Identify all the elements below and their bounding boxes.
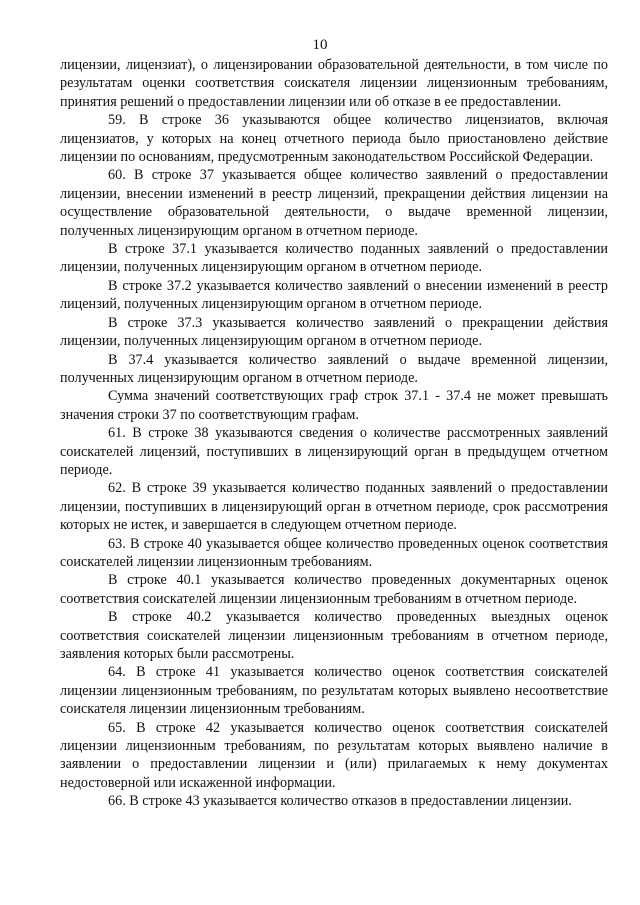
paragraph: 63. В строке 40 указывается общее количество проведенных оценок соответствия соискателей лицензии лицензионным требованиям. xyxy=(60,535,608,570)
paragraph: 59. В строке 36 указываются общее количество лицензиатов, включая лицензиатов, у которых на конец отчетного периода было приостановлено действие лицензии по основаниям, предусмотренным законодательством Российской Федерации. xyxy=(60,112,608,166)
paragraph: лицензии, лицензиат), о лицензировании образовательной деятельности, в том числе по результатам оценки соответствия соискателя лицензии лицензионным требованиям, принятия решений о предоставлении лицензии или об отказе в ее предоставлении. xyxy=(60,57,608,110)
paragraph: 66. В строке 43 указывается количество отказов в предоставлении лицензии. xyxy=(108,793,572,810)
paragraph: 62. В строке 39 указывается количество поданных заявлений о предоставлении лицензии, поступивших в лицензирующий орган в отчетном периоде, срок рассмотрения которых не истек, и завершается в следующем отчетном периоде. xyxy=(60,480,608,534)
paragraph: 60. В строке 37 указывается общее количество заявлений о предоставлении лицензии, внесении изменений в реестр лицензий, прекращении действия лицензии на осуществление образовательной деятельности, о выдаче временной лицензии, полученных лицензирующим органом в отчетном периоде. xyxy=(60,167,608,239)
paragraph: В строке 40.1 указывается количество проведенных документарных оценок соответствия соискателей лицензии лицензионным требованиям в отчетном периоде. xyxy=(60,572,608,607)
page-number: 10 xyxy=(312,37,328,53)
paragraph: В строке 40.2 указывается количество проведенных выездных оценок соответствия соискателей лицензии лицензионным требованиям в отчетном периоде, заявления которых были рассмотрены. xyxy=(60,609,608,662)
paragraph: 61. В строке 38 указываются сведения о количестве рассмотренных заявлений соискателей лицензий, поступивших в лицензирующий орган в предыдущем отчетном периоде. xyxy=(60,425,608,478)
paragraph: В строке 37.1 указывается количество поданных заявлений о предоставлении лицензии, полученных лицензирующим органом в отчетном периоде. xyxy=(60,241,608,276)
paragraph: Сумма значений соответствующих граф строк 37.1 - 37.4 не может превышать значения строки 37 по соответствующим графам. xyxy=(60,388,608,423)
paragraph: В 37.4 указывается количество заявлений о выдаче временной лицензии, полученных лицензирующим органом в отчетном периоде. xyxy=(60,351,608,386)
paragraph: В строке 37.3 указывается количество заявлений о прекращении действия лицензии, полученных лицензирующим органом в отчетном периоде. xyxy=(60,314,608,350)
paragraph: 65. В строке 42 указывается количество оценок соответствия соискателей лицензии лицензионным требованиям, по результатам которых выявлено наличие в заявлении о предоставлении лицензии и (или) прилагаемых к нему документах недостоверной или искаженной информации. xyxy=(60,719,608,791)
document-body xyxy=(60,56,608,811)
paragraph: В строке 37.2 указывается количество заявлений о внесении изменений в реестр лицензий, полученных лицензирующим органом в отчетном периоде. xyxy=(60,277,608,313)
paragraph: 64. В строке 41 указывается количество оценок соответствия соискателей лицензии лицензионным требованиям, по результатам которых выявлено несоответствие соискателя лицензии лицензионным требованиям. xyxy=(60,664,608,718)
